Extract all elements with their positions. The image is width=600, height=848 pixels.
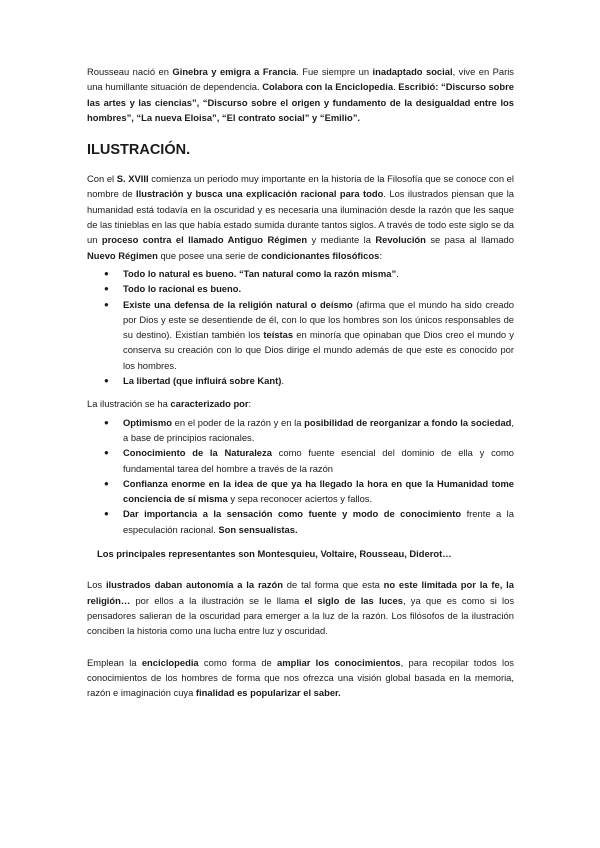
text-run: , ya que es como si los pensadores salieran de la oscuridad para emerger a la luz de la razón. Los filósofos de la ilustración conciben la historia como una lucha entre luz y oscuridad. [87, 594, 515, 637]
text-run: : [248, 398, 252, 410]
text-run: comienza un periodo muy importante en la historia de la Filosofía que se conoce con el nombre de [87, 173, 514, 200]
text-run: . [393, 81, 399, 93]
section-heading: ILUSTRACIÓN. [87, 142, 191, 159]
bold-run: Existe una defensa de la religión natural o deísmo [123, 298, 353, 310]
bold-run: ilustrados daban autonomía a la razón [105, 579, 283, 591]
list-item [104, 445, 514, 476]
text-run: , vive en Paris una humillante situación de dependencia. [87, 66, 514, 93]
list-item [104, 373, 514, 388]
bold-run: Revolución [375, 234, 426, 246]
list-condicionantes [87, 266, 514, 388]
text-run: (afirma que el mundo ha sido creado por Dios y este se desentiende de él, con lo que los hombres son los únicos responsables de su destino). Existían también los [123, 298, 514, 341]
text-run: . [281, 375, 284, 387]
text-run: : [379, 249, 382, 261]
text-run: La ilustración se ha [87, 398, 171, 410]
list-item [104, 415, 515, 446]
text-run: Los [87, 579, 106, 591]
bullet-icon: ● [104, 268, 109, 278]
bold-run: caracterizado por [170, 398, 249, 410]
bold-run: teístas [263, 329, 294, 341]
bold-run: Ginebra y emigra a Francia [172, 66, 297, 77]
text-run: como forma de [198, 656, 278, 668]
bold-run: proceso contra el llamado Antiguo Régimen [101, 234, 308, 246]
text-run: . Fue siempre un [296, 66, 373, 77]
paragraph-autonomia [87, 577, 514, 638]
bold-run: Los principales representantes son Montesquieu, Voltaire, Rousseau, Diderot… [97, 548, 452, 560]
text-run: que posee una serie de [157, 249, 262, 261]
list-item [104, 266, 514, 281]
bullet-icon: ● [104, 284, 109, 294]
text-run: , a base de principios racionales. [123, 416, 515, 443]
bold-run: el siglo de las luces [304, 594, 403, 606]
text-run: en el poder de la razón y en la [171, 416, 305, 428]
text-run: frente a la especulación racional. [123, 508, 514, 535]
bullet-icon: ● [104, 478, 109, 488]
text-run: y mediante la [307, 234, 376, 246]
bold-run: Nuevo Régimen [87, 249, 158, 261]
bold-run: Colabora con la Enciclopedia [262, 81, 394, 93]
list-item [104, 476, 514, 507]
bold-run: Ilustración y busca una explicación racional para todo [136, 188, 384, 200]
paragraph-intro-ilustracion [87, 171, 514, 263]
bold-run: Conocimiento de la Naturaleza [123, 447, 272, 459]
bold-run: Son sensualistas. [218, 523, 298, 535]
bullet-icon: ● [104, 448, 109, 458]
text-run: . [396, 267, 399, 279]
text-run: como fuente esencial del dominio de ella y como fundamental tarea del hombre a través de la razón [123, 447, 514, 474]
bold-run: condicionantes filosóficos [261, 249, 380, 261]
bold-run: inadaptado social [372, 66, 453, 77]
bold-run: Todo lo natural es bueno. “Tan natural como la razón misma” [123, 267, 397, 279]
bold-run: posibilidad de reorganizar a fondo la sociedad [304, 416, 512, 428]
list-item [104, 281, 514, 296]
text-run: Con el [87, 173, 117, 185]
bold-run: enciclopedia [141, 656, 199, 668]
bold-run: finalidad es popularizar el saber. [195, 687, 341, 699]
bullet-icon: ● [104, 299, 109, 309]
bullet-icon: ● [104, 376, 109, 386]
list-caracteristicas [87, 415, 514, 537]
text-run: Rousseau nació en [87, 66, 173, 77]
list-item [104, 297, 514, 373]
bullet-icon: ● [104, 417, 109, 427]
bold-run: Optimismo [123, 416, 172, 428]
bold-run: Escribió: “Discurso sobre las artes y las ciencias”, “Discurso sobre el origen y fundamento de la desigualdad entre los hombres”, “La nueva Eloisa”, “El contrato social” y “Emilio”. [87, 81, 514, 123]
bullet-icon: ● [104, 509, 109, 519]
text-run: , para recopilar todos los conocimientos de los hombres de forma que nos ofrezca una visión global basada en la memoria, razón e imaginación cuya [87, 656, 514, 699]
bold-run: ampliar los conocimientos [277, 656, 401, 668]
text-run: Emplean la [87, 656, 142, 668]
representatives-line [97, 546, 514, 561]
paragraph-caracterizado [87, 396, 514, 411]
text-run: . Los ilustrados piensan que la humanidad está todavía en la oscuridad y es necesaria una iluminación desde la razón que les saque de las tinieblas en las que había estado sumida durante tantos siglos. A través de todo este siglo se da un [87, 188, 514, 246]
text-run: en minoría que opinaban que Dios creo el mundo y conserva su creación con lo que Dios dirige el mundo además de que este es conocido por los hombres. [123, 329, 514, 371]
bold-run: Confianza enorme en la idea de que ya ha llegado la hora en que la Humanidad tome conciencia de sí misma [123, 477, 514, 505]
bold-run: no este limitada por la fe, la religión… [87, 579, 514, 606]
list-item [104, 506, 514, 537]
text-run: por ellos a la ilustración se le llama [130, 594, 305, 606]
text-run: de tal forma que esta [282, 579, 384, 591]
text-run: se pasa al llamado [425, 234, 514, 246]
paragraph-enciclopedia [87, 655, 514, 701]
paragraph-rousseau [87, 64, 514, 125]
bold-run: Todo lo racional es bueno. [123, 283, 242, 295]
bold-run: S. XVIII [116, 173, 149, 185]
bold-run: La libertad (que influirá sobre Kant) [123, 375, 282, 387]
text-run: y sepa reconocer aciertos y fallos. [227, 493, 373, 505]
bold-run: Dar importancia a la sensación como fuente y modo de conocimiento [123, 508, 462, 520]
